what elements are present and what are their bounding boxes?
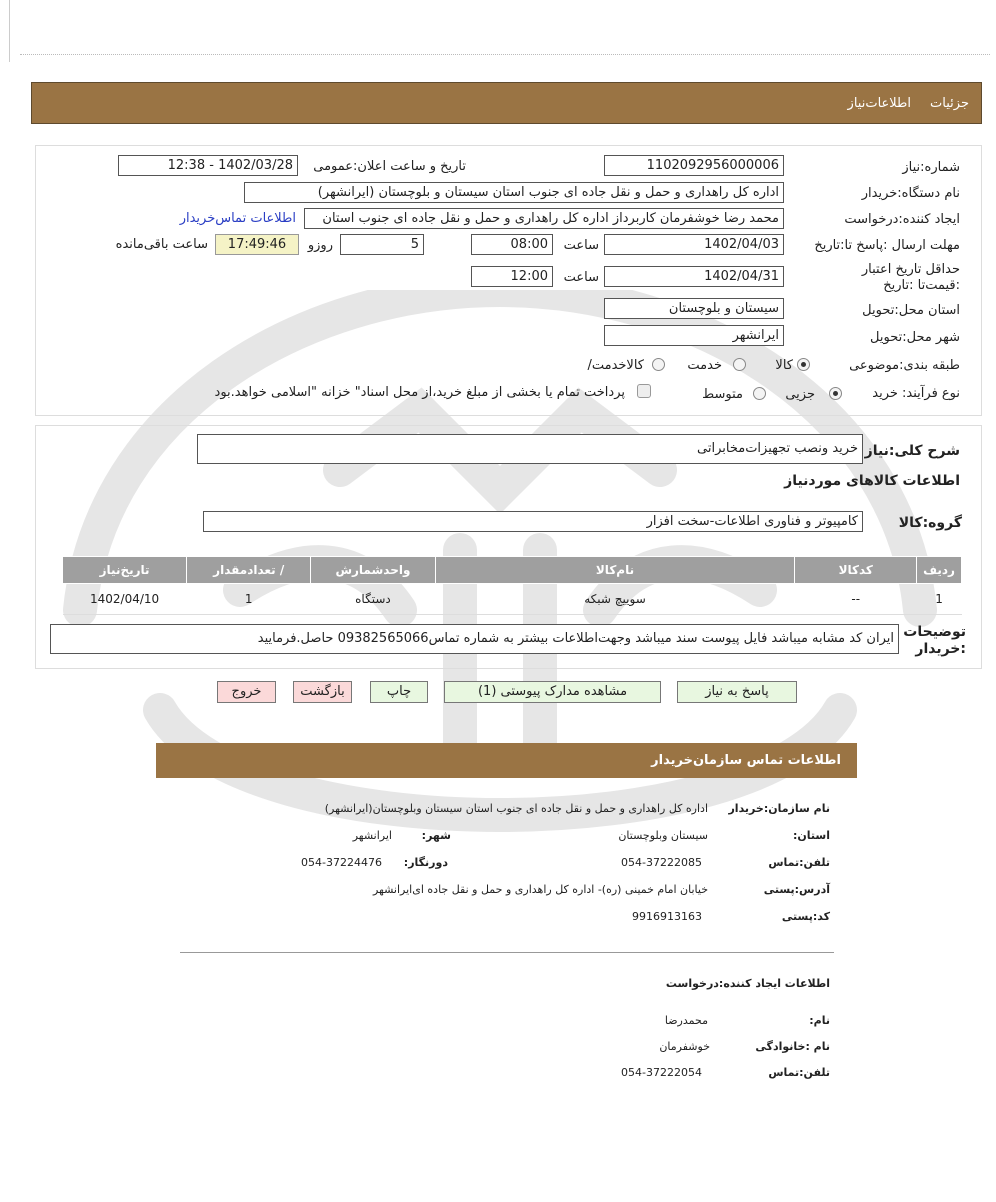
city-field: ایرانشهر — [604, 325, 784, 346]
creator-name-label: :نام — [809, 1014, 830, 1027]
validity-date-field: 1402/04/31 — [604, 266, 784, 287]
cell-unit: دستگاه — [311, 584, 435, 615]
contact-divider — [180, 952, 834, 953]
col-row-number: ردیف — [917, 557, 962, 584]
need-title-label: شرح کلی:نیاز — [864, 443, 960, 459]
category-goods-service-label: /کالاخدمت — [587, 358, 644, 373]
creator-field: محمد رضا خوشفرمان کاربرداز اداره کل راهداری و حمل و نقل جاده ای جنوب استان — [304, 208, 784, 229]
creator-family-label: نام :خانوادگی — [755, 1040, 830, 1053]
phone-value: 054-37222085 — [621, 856, 702, 869]
treasury-payment-checkbox[interactable] — [637, 384, 651, 398]
goods-info-heading: اطلاعات کالاهای موردنیاز — [784, 473, 960, 489]
creator-info-heading: اطلاعات ایجاد کننده:درخواست — [665, 977, 830, 990]
category-service-radio[interactable] — [733, 358, 746, 371]
org-name-label: نام سازمان:خریدار — [728, 802, 830, 815]
table-row — [63, 584, 962, 615]
province-label: استان محل:تحویل — [862, 303, 960, 318]
creator-family-value: خوشفرمان — [659, 1040, 710, 1053]
address-value: خیابان امام خمینی (ره)- اداره کل راهداری و حمل و نقل جاده ای‌ایرانشهر — [372, 883, 708, 896]
col-need-date: تاریخ‌نیاز — [63, 557, 187, 584]
announce-date-label: تاریخ و ساعت اعلان:عمومی — [313, 159, 466, 174]
category-service-label: خدمت — [687, 358, 722, 373]
days-label: روزو — [307, 238, 333, 253]
address-label: آدرس:پستی — [763, 883, 830, 896]
top-tab-bar — [31, 82, 982, 124]
city-contact-label: :شهر — [421, 829, 451, 842]
buyer-notes-field: ایران کد مشابه میباشد فایل پیوست سند میباشد وجهت‌اطلاعات بیشتر به شماره تماس09382565066 حاصل.فرمایید — [50, 624, 899, 654]
province-contact-label: :استان — [792, 829, 830, 842]
org-name-value: اداره کل راهداری و حمل و نقل جاده ای جنوب استان سیستان وبلوچستان(ایرانشهر) — [324, 802, 708, 815]
buyer-contact-title: اطلاعات تماس سازمان‌خریدار — [651, 753, 841, 768]
tab-need-info[interactable]: اطلاعات‌نیاز — [847, 96, 911, 111]
process-medium-label: متوسط — [702, 387, 743, 402]
creator-name-value: محمدرضا — [664, 1014, 708, 1027]
need-number-field: 1102092956000006 — [604, 155, 784, 176]
cell-need-date: 1402/04/10 — [63, 584, 187, 615]
buyer-org-label: نام دستگاه:خریدار — [861, 186, 960, 201]
col-quantity: / تعدادمقدار — [187, 557, 311, 584]
top-dotted-divider — [20, 54, 990, 55]
cell-goods-code: -- — [795, 584, 917, 615]
deadline-date-field: 1402/04/03 — [604, 234, 784, 255]
col-goods-name: نام‌کالا — [435, 557, 795, 584]
category-goods-service-radio[interactable] — [652, 358, 665, 371]
province-field: سیستان و بلوچستان — [604, 298, 784, 319]
postal-code-label: کد:پستی — [781, 910, 830, 923]
print-button[interactable]: چاپ — [370, 681, 428, 703]
back-button[interactable]: بازگشت — [293, 681, 352, 703]
col-goods-code: کدکالا — [795, 557, 917, 584]
goods-group-field: کامپیوتر و فناوری اطلاعات-سخت افزار — [203, 511, 863, 532]
city-contact-value: ایرانشهر — [352, 829, 392, 842]
category-goods-label: کالا — [775, 358, 793, 373]
announce-date-field: 1402/03/28 - 12:38 — [118, 155, 298, 176]
cell-goods-name: سوییچ شبکه — [435, 584, 795, 615]
exit-button[interactable]: خروج — [217, 681, 276, 703]
validity-time-field: 12:00 — [471, 266, 553, 287]
buyer-org-field: اداره کل راهداری و حمل و نقل جاده ای جنوب استان سیستان و بلوچستان (ایرانشهر) — [244, 182, 784, 203]
process-medium-radio[interactable] — [753, 387, 766, 400]
deadline-label: مهلت ارسال :پاسخ تا:تاریخ — [814, 238, 960, 253]
remaining-time-field: 17:49:46 — [215, 234, 299, 255]
creator-label: ایجاد کننده:درخواست — [844, 212, 960, 227]
creator-phone-label: تلفن:تماس — [768, 1066, 830, 1079]
deadline-time-label: ساعت — [563, 238, 599, 253]
treasury-payment-note: پرداخت تمام یا بخشی از مبلغ خرید،از محل اسناد" خزانه "اسلامی خواهد.بود — [214, 385, 625, 400]
need-number-label: شماره:نیاز — [902, 160, 960, 175]
process-type-label: نوع فرآیند: خرید — [872, 386, 960, 401]
goods-table — [62, 556, 962, 615]
buyer-notes-label: توضیحات :خریدار — [903, 624, 966, 657]
col-unit: واحدشمارش — [311, 557, 435, 584]
province-contact-value: سیستان وبلوچستان — [618, 829, 708, 842]
cell-row-number: 1 — [917, 584, 962, 615]
need-title-field: خرید ونصب تجهیزات‌مخابراتی — [197, 434, 863, 464]
category-goods-radio[interactable] — [797, 358, 810, 371]
postal-code-value: 9916913163 — [632, 910, 702, 923]
process-partial-label: جزیی — [785, 387, 815, 402]
fax-label: :دورنگار — [403, 856, 448, 869]
tab-details[interactable]: جزئیات — [930, 96, 969, 111]
left-border-line — [9, 0, 10, 62]
goods-group-label: گروه:کالا — [898, 515, 962, 531]
deadline-time-field: 08:00 — [471, 234, 553, 255]
category-label: طبقه بندی:موضوعی — [849, 358, 960, 373]
validity-time-label: ساعت — [563, 270, 599, 285]
view-attachments-button[interactable]: مشاهده مدارک پیوستی (1) — [444, 681, 661, 703]
reply-to-need-button[interactable]: پاسخ به نیاز — [677, 681, 797, 703]
process-partial-radio[interactable] — [829, 387, 842, 400]
city-label: شهر محل:تحویل — [870, 330, 960, 345]
buyer-contact-header — [156, 743, 857, 778]
creator-phone-value: 054-37222054 — [621, 1066, 702, 1079]
cell-quantity: 1 — [187, 584, 311, 615]
phone-label: تلفن:تماس — [768, 856, 830, 869]
days-field: 5 — [340, 234, 424, 255]
remaining-time-label: ساعت باقی‌مانده — [115, 237, 208, 252]
validity-label: حداقل تاریخ اعتبار :قیمت‌تا :تاریخ — [861, 262, 960, 293]
buyer-contact-link[interactable]: اطلاعات تماس‌خریدار — [179, 211, 296, 226]
fax-value: 054-37224476 — [301, 856, 382, 869]
